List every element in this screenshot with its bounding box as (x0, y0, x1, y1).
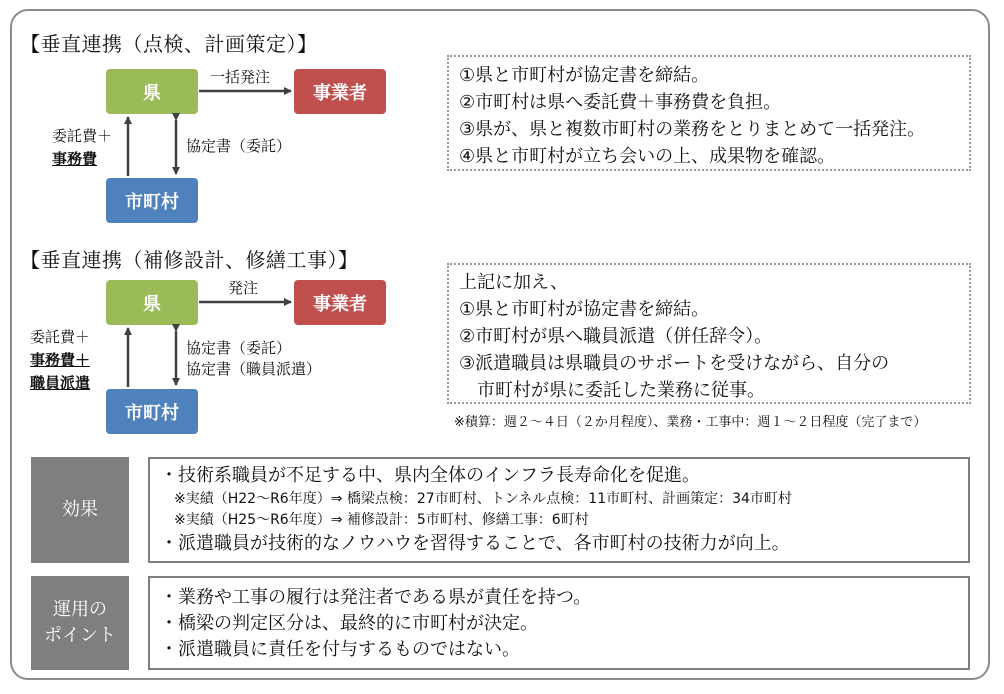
section2-fee-line1: 委託費＋ (30, 328, 91, 346)
section2-contractor-node: 事業者 (294, 280, 386, 325)
section2-point-4: 市町村が県に委託した業務に従事。 (459, 380, 765, 401)
points-line-3: ・派遣職員に責任を付与するものではない。 (160, 639, 520, 660)
section1-point-3: ③県が、県と複数市町村の業務をとりまとめて一括発注。 (459, 119, 926, 140)
section1-fee-line1: 委託費＋ (52, 127, 113, 145)
points-line-2: ・橋梁の判定区分は、最終的に市町村が決定。 (160, 613, 538, 634)
section2-order-label: 発注 (228, 279, 259, 297)
section2-fee-line2: 事務費＋ (30, 351, 91, 369)
section2-municipality-node: 市町村 (106, 389, 198, 434)
section2-agreement-line1: 協定書（委託） (186, 339, 292, 357)
section1-contractor-node: 事業者 (294, 69, 386, 114)
effect-box (148, 457, 970, 563)
section1-prefecture-node: 県 (106, 69, 198, 114)
section2-agreement-line2: 協定書（職員派遣） (186, 360, 322, 378)
section1-point-2: ②市町村は県へ委託費＋事務費を負担。 (459, 92, 782, 113)
effect-label: 効果 (31, 457, 129, 563)
section2-point-2: ②市町村が県へ職員派遣（併任辞令）。 (459, 326, 773, 347)
points-label-line2: ポイント (44, 625, 116, 646)
points-line-1: ・業務や工事の履行は発注者である県が責任を持つ。 (160, 587, 592, 608)
effect-line-4: ・派遣職員が技術的なノウハウを習得することで、各市町村の技術力が向上。 (160, 533, 790, 554)
section2-heading: 【垂直連携（補修設計、修繕工事）】 (20, 248, 359, 272)
points-box (148, 576, 970, 670)
section2-point-3: ③派遣職員は県職員のサポートを受けながら、自分の (459, 353, 890, 374)
section1-heading: 【垂直連携（点検、計画策定）】 (20, 32, 318, 56)
section2-fee-line3: 職員派遣 (30, 374, 91, 392)
section2-prefecture-node: 県 (106, 280, 198, 325)
section1-fee-line2: 事務費 (52, 150, 98, 168)
points-label (31, 576, 129, 670)
effect-line-2: ※実績（H22～R6年度）⇒ 橋梁点検：27市町村、トンネル点検：11市町村、計画策定：34市町村 (174, 491, 792, 507)
points-label-line1: 運用の (53, 599, 107, 620)
section2-note: ※積算：週２～４日（２か月程度）、業務・工事中：週１～２日程度（完了まで） (454, 415, 927, 430)
section1-order-label: 一括発注 (210, 68, 271, 86)
section1-point-4: ④県と市町村が立ち会いの上、成果物を確認。 (459, 146, 836, 167)
section2-point-1: ①県と市町村が協定書を締結。 (459, 299, 710, 320)
effect-line-1: ・技術系職員が不足する中、県内全体のインフラ長寿命化を促進。 (160, 465, 700, 486)
section1-point-1: ①県と市町村が協定書を締結。 (459, 65, 710, 86)
section1-municipality-node: 市町村 (106, 178, 198, 223)
section2-point-0: 上記に加え、 (459, 272, 569, 293)
section1-agreement-label: 協定書（委託） (186, 137, 292, 155)
effect-line-3: ※実績（H25～R6年度）⇒ 補修設計：5市町村、修繕工事：6町村 (174, 512, 589, 528)
